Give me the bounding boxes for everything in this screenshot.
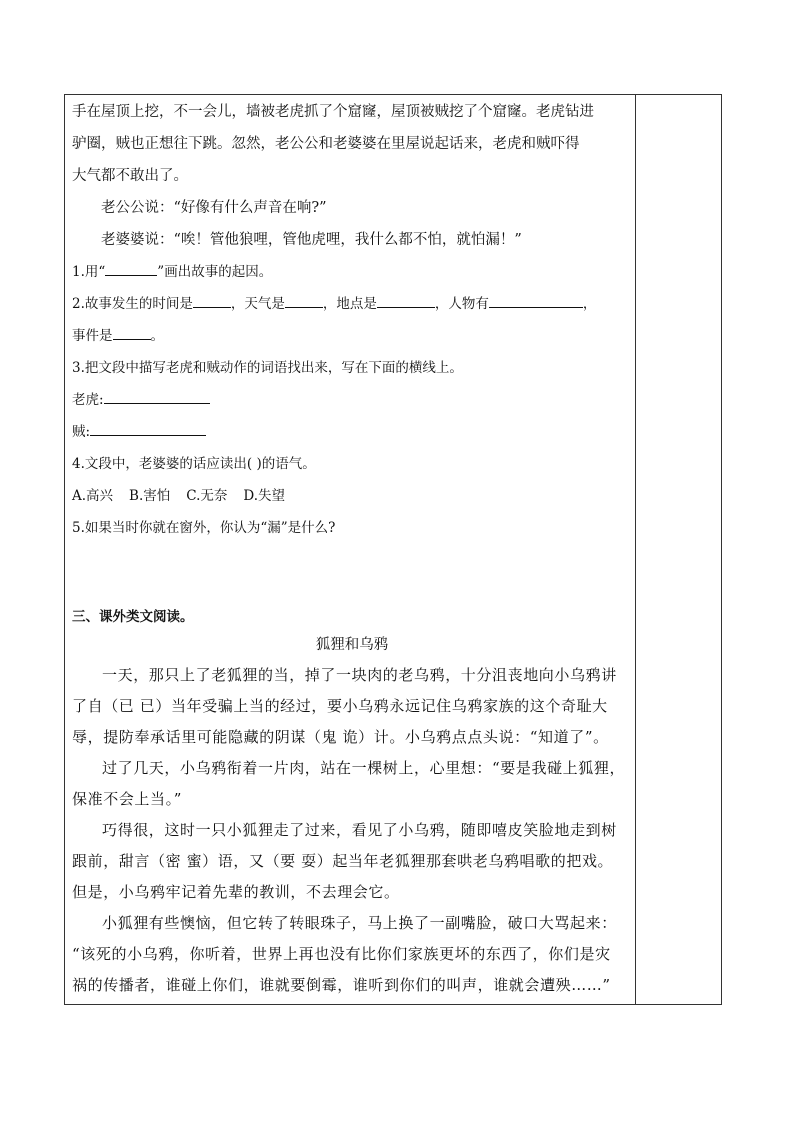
answer-blank[interactable] [113, 325, 151, 340]
option-c[interactable]: C.无奈 [186, 488, 228, 504]
answer-blank[interactable] [193, 293, 231, 308]
section-heading: 三、课外类文阅读。 [72, 609, 194, 625]
question-4-options [72, 480, 632, 512]
question-4: 4.文段中，老婆婆的话应读出( )的语气。 [72, 456, 316, 472]
option-b[interactable]: B.害怕 [129, 488, 171, 504]
passage-line: 大气都不敢出了。 [72, 168, 188, 184]
passage-line: 手在屋顶上挖，不一会儿，墙被老虎抓了个窟窿，屋顶被贼挖了个窟窿。老虎钻进 [72, 104, 594, 120]
question-3: 3.把文段中描写老虎和贼动作的词语找出来，写在下面的横线上。 [72, 360, 463, 376]
story-line: “该死的小乌鸦，你听着，世界上再也没有比你们家族更坏的东西了，你们是灾 [72, 945, 611, 963]
answer-blank[interactable] [104, 389, 210, 404]
dialogue-line: 老婆婆说：“唉！管他狼哩，管他虎哩，我什么都不怕，就怕漏！” [101, 232, 522, 248]
story-line: 保准不会上当。” [72, 790, 182, 808]
story-line: 辱，提防奉承话里可能隐藏的阴谋（鬼 诡）计。小乌鸦点点头说：“知道了”。 [72, 728, 609, 746]
answer-line-thief: 贼: [72, 416, 632, 448]
question-5: 5.如果当时你就在窗外，你认为“漏”是什么? [72, 520, 336, 536]
story-line: 了自（已 已）当年受骗上当的经过，要小乌鸦永远记住乌鸦家族的这个奇耻大 [72, 697, 608, 715]
story-title: 狐狸和乌鸦 [315, 637, 389, 653]
story-line: 小狐狸有些懊恼，但它转了转眼珠子，马上换了一副嘴脸，破口大骂起来： [102, 914, 617, 932]
answer-blank[interactable] [489, 293, 583, 308]
question-2: 2.故事发生的时间是 ，天气是 ，地点是 ，人物有 ， [72, 288, 632, 320]
option-d[interactable]: D.失望 [243, 488, 286, 504]
story-line: 一天，那只上了老狐狸的当，掉了一块肉的老乌鸦，十分沮丧地向小乌鸦讲 [102, 666, 617, 684]
story-line: 过了几天，小乌鸦衔着一片肉，站在一棵树上，心里想：“要是我碰上狐狸， [102, 759, 626, 777]
answer-blank[interactable] [90, 421, 206, 436]
option-a[interactable]: A.高兴 [72, 488, 114, 504]
story-line: 跟前，甜言（密 蜜）语，又（要 耍）起当年老狐狸那套哄老乌鸦唱歌的把戏。 [72, 852, 614, 870]
story-line: 祸的传播者，谁碰上你们，谁就要倒霉，谁听到你们的叫声，谁就会遭殃……” [72, 976, 611, 994]
story-line: 但是，小乌鸦牢记着先辈的教训，不去理会它。 [72, 883, 400, 901]
answer-blank[interactable] [377, 293, 435, 308]
story-line: 巧得很，这时一只小狐狸走了过来，看见了小乌鸦，随即嘻皮笑脸地走到树 [102, 821, 617, 839]
question-2-cont: 事件是 。 [72, 320, 632, 352]
question-1: 1.用“ ”画出故事的起因。 [72, 256, 632, 288]
answer-blank[interactable] [285, 293, 323, 308]
answer-blank[interactable] [105, 261, 157, 276]
answer-line-tiger: 老虎: [72, 384, 632, 416]
column-divider [635, 94, 636, 1005]
dialogue-line: 老公公说：“好像有什么声音在响?” [101, 200, 327, 216]
passage-line: 驴圈，贼也正想往下跳。忽然，老公公和老婆婆在里屋说起话来，老虎和贼吓得 [72, 136, 580, 152]
content-cell [72, 96, 632, 1001]
